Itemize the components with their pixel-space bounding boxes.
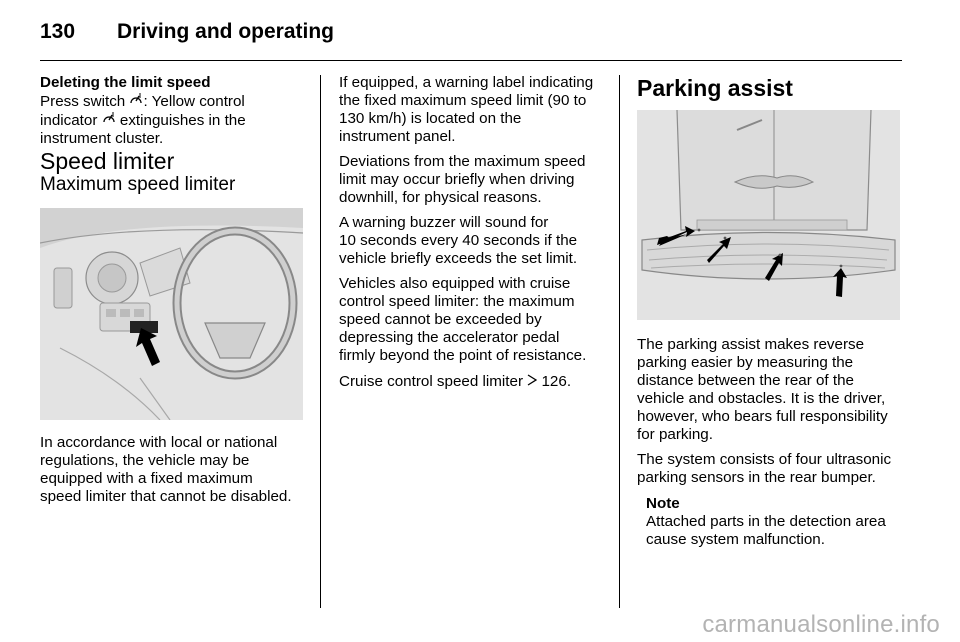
speed-limiter-icon bbox=[102, 111, 116, 129]
cross-reference-page: 126. bbox=[541, 373, 572, 390]
note-line-2: cause system malfunction. bbox=[646, 531, 825, 548]
p2-line-2: limit may occur briefly when driving bbox=[339, 171, 575, 188]
body-line-1: In accordance with local or national bbox=[40, 434, 278, 451]
p4-line-3: speed cannot be exceeded by bbox=[339, 311, 542, 328]
speed-limiter-icon bbox=[129, 92, 143, 110]
column-divider-left bbox=[320, 75, 321, 608]
note-label: Note bbox=[646, 495, 680, 512]
p1-line-1: If equipped, a warning label indicating bbox=[339, 74, 594, 91]
pa-line-1: The parking assist makes reverse bbox=[637, 336, 865, 353]
p2-line-1: Deviations from the maximum speed bbox=[339, 153, 586, 170]
delete-limit-line-2 bbox=[40, 111, 310, 130]
header-rule bbox=[40, 60, 902, 61]
p4-line-1: Vehicles also equipped with cruise bbox=[339, 275, 571, 292]
body-line-2: regulations, the vehicle may be bbox=[40, 452, 250, 469]
delete-limit-line-1 bbox=[40, 92, 310, 111]
p1-line-4: instrument panel. bbox=[339, 128, 456, 145]
delete-text-3: indicator bbox=[40, 112, 98, 129]
left-column bbox=[40, 74, 310, 506]
page-reference-arrow-icon bbox=[527, 372, 537, 390]
pa-line-2: parking easier by measuring the bbox=[637, 354, 854, 371]
pa-line-6: for parking. bbox=[637, 426, 713, 443]
note-line-1: Attached parts in the detection area bbox=[646, 513, 886, 530]
rear-bumper-illustration bbox=[637, 110, 900, 320]
speed-limiter-heading: Speed limiter bbox=[40, 148, 175, 174]
p3-line-1: A warning buzzer will sound for bbox=[339, 214, 549, 231]
cross-reference-text: Cruise control speed limiter bbox=[339, 373, 524, 390]
cross-reference[interactable] bbox=[339, 372, 609, 391]
parking-assist-heading: Parking assist bbox=[637, 75, 793, 101]
column-divider-right bbox=[619, 75, 620, 608]
dashboard-illustration bbox=[40, 208, 303, 420]
pa-line-3: distance between the rear of the bbox=[637, 372, 854, 389]
p3-line-2: 10 seconds every 40 seconds if the bbox=[339, 232, 578, 249]
p4-line-2: control speed limiter: the maximum bbox=[339, 293, 575, 310]
p4-line-4: depressing the accelerator pedal bbox=[339, 329, 560, 346]
delete-text-1: Press switch bbox=[40, 93, 126, 110]
body-line-4: speed limiter that cannot be disabled. bbox=[40, 488, 292, 505]
page-number: 130 bbox=[40, 20, 76, 43]
delete-limit-line-3: instrument cluster. bbox=[40, 130, 164, 147]
p3-line-3: vehicle briefly exceeds the set limit. bbox=[339, 250, 578, 267]
body-line-3: equipped with a fixed maximum bbox=[40, 470, 253, 487]
delete-text-4: extinguishes in the bbox=[119, 112, 246, 129]
p4-line-5: firmly beyond the point of resistance. bbox=[339, 347, 587, 364]
note-block bbox=[646, 495, 907, 549]
sensor-line-2: parking sensors in the rear bumper. bbox=[637, 469, 876, 486]
max-speed-limiter-heading: Maximum speed limiter bbox=[40, 174, 236, 195]
page-header-title: Driving and operating bbox=[117, 20, 335, 43]
pa-line-5: however, who bears full responsibility bbox=[637, 408, 888, 425]
p1-line-3: 130 km/h) is located on the bbox=[339, 110, 522, 127]
p1-line-2: the fixed maximum speed limit (90 to bbox=[339, 92, 587, 109]
pa-line-4: vehicle and obstacles. It is the driver, bbox=[637, 390, 886, 407]
delete-limit-heading: Deleting the limit speed bbox=[40, 74, 211, 91]
right-column bbox=[637, 74, 907, 549]
middle-column bbox=[339, 74, 609, 391]
sensor-line-1: The system consists of four ultrasonic bbox=[637, 451, 892, 468]
watermark: carmanualsonline.info bbox=[702, 611, 940, 638]
delete-text-2: : Yellow control bbox=[143, 93, 245, 110]
p2-line-3: downhill, for physical reasons. bbox=[339, 189, 542, 206]
